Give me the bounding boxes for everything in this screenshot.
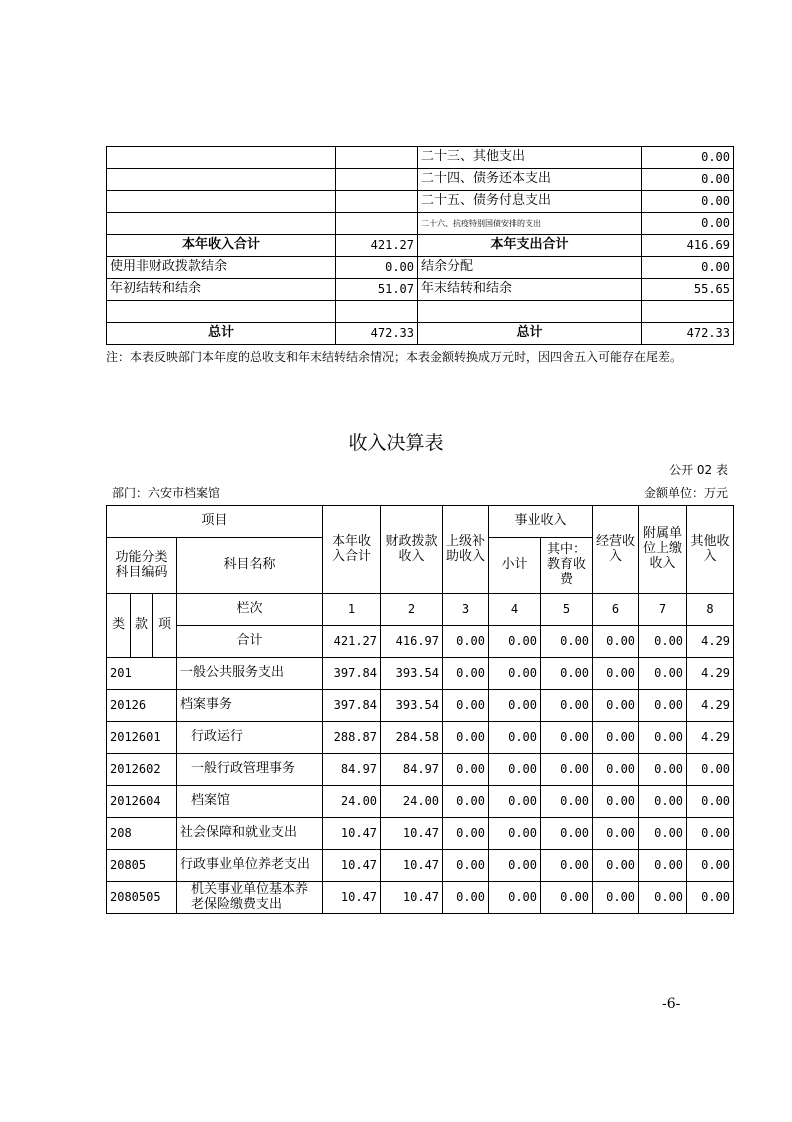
cell-value: 0.00 [443,690,489,722]
subject-code: 2012602 [107,754,177,786]
summary-in-value [336,147,418,169]
cell-value: 393.54 [381,690,443,722]
subject-name: 档案馆 [177,786,323,818]
summary-in-value [336,169,418,191]
summary-in-value [336,301,418,323]
summary-in-label: 本年收入合计 [107,235,336,257]
cell-value: 0.00 [489,754,541,786]
summary-out-value: 416.69 [642,235,734,257]
col-number: 3 [443,594,489,626]
summary-out-label: 年末结转和结余 [418,279,642,301]
summary-in-value: 421.27 [336,235,418,257]
header-superior: 上级补助收入 [443,506,489,594]
summary-out-label: 结余分配 [418,257,642,279]
cell-value: 0.00 [489,658,541,690]
total-value: 421.27 [323,626,381,658]
col-number: 1 [323,594,381,626]
cell-value: 0.00 [639,850,687,882]
subject-name: 一般公共服务支出 [177,658,323,690]
subject-code: 2012601 [107,722,177,754]
summary-in-label: 总计 [107,323,336,345]
cell-value: 10.47 [381,882,443,914]
cell-value: 288.87 [323,722,381,754]
summary-out-value [642,301,734,323]
header-kuan: 款 [131,594,153,658]
summary-row [107,301,734,323]
summary-row [107,169,734,191]
total-value: 0.00 [593,626,639,658]
cell-value: 0.00 [489,786,541,818]
summary-table [106,146,734,345]
cell-value: 4.29 [687,658,734,690]
cell-value: 0.00 [443,882,489,914]
cell-value: 0.00 [593,658,639,690]
summary-out-label: 二十四、债务还本支出 [418,169,642,191]
table-row [107,722,734,754]
header-lei: 类 [107,594,131,658]
cell-value: 4.29 [687,722,734,754]
summary-out-label: 二十六、抗疫特别国债安排的支出 [418,213,642,235]
subject-name: 行政运行 [177,722,323,754]
header-xiang: 项 [153,594,177,658]
cell-value: 0.00 [593,818,639,850]
summary-row [107,279,734,301]
summary-out-value: 0.00 [642,191,734,213]
cell-value: 0.00 [443,658,489,690]
summary-out-label: 总计 [418,323,642,345]
cell-value: 0.00 [443,754,489,786]
total-value: 0.00 [639,626,687,658]
subject-name: 社会保障和就业支出 [177,818,323,850]
total-value: 0.00 [489,626,541,658]
summary-out-value: 0.00 [642,257,734,279]
summary-out-label: 二十三、其他支出 [418,147,642,169]
table-row [107,850,734,882]
cell-value: 0.00 [639,882,687,914]
cell-value: 0.00 [443,850,489,882]
summary-row [107,257,734,279]
cell-value: 84.97 [323,754,381,786]
total-label: 合计 [177,626,323,658]
summary-out-value: 0.00 [642,169,734,191]
cell-value: 397.84 [323,690,381,722]
cell-value: 0.00 [541,818,593,850]
cell-value: 0.00 [489,850,541,882]
cell-value: 0.00 [541,722,593,754]
summary-in-value [336,213,418,235]
department-label: 部门：六安市档案馆 [112,486,221,500]
cell-value: 0.00 [541,850,593,882]
summary-in-label [107,213,336,235]
page-number: -6- [662,996,681,1012]
cell-value: 0.00 [639,786,687,818]
col-number: 8 [687,594,734,626]
cell-value: 10.47 [323,818,381,850]
subject-name: 档案事务 [177,690,323,722]
header-subject-name: 科目名称 [177,538,323,594]
cell-value: 0.00 [687,754,734,786]
cell-value: 0.00 [489,690,541,722]
header-lanci: 栏次 [177,594,323,626]
cell-value: 84.97 [381,754,443,786]
summary-out-value: 0.00 [642,147,734,169]
summary-in-label [107,191,336,213]
header-operating: 经营收入 [593,506,639,594]
page-title: 收入决算表 [348,432,444,454]
table-row [107,690,734,722]
cell-value: 0.00 [593,722,639,754]
cell-value: 393.54 [381,658,443,690]
cell-value: 0.00 [489,722,541,754]
header-business: 事业收入 [489,506,593,538]
table-row [107,658,734,690]
header-subtotal: 小计 [489,538,541,594]
summary-in-value: 472.33 [336,323,418,345]
col-number: 4 [489,594,541,626]
subject-code: 201 [107,658,177,690]
cell-value: 0.00 [639,818,687,850]
summary-out-value: 472.33 [642,323,734,345]
table-row [107,754,734,786]
cell-value: 0.00 [489,818,541,850]
cell-value: 0.00 [593,850,639,882]
total-value: 0.00 [443,626,489,658]
cell-value: 0.00 [687,818,734,850]
income-table [106,505,734,914]
table-row [107,818,734,850]
cell-value: 284.58 [381,722,443,754]
summary-in-value: 0.00 [336,257,418,279]
cell-value: 24.00 [381,786,443,818]
header-edu: 其中：教育收费 [541,538,593,594]
summary-out-label [418,301,642,323]
cell-value: 0.00 [639,690,687,722]
cell-value: 397.84 [323,658,381,690]
subject-code: 2012604 [107,786,177,818]
subject-code: 20126 [107,690,177,722]
cell-value: 0.00 [443,818,489,850]
summary-in-value: 51.07 [336,279,418,301]
cell-value: 0.00 [443,722,489,754]
cell-value: 0.00 [593,754,639,786]
summary-row [107,213,734,235]
total-value: 4.29 [687,626,734,658]
subject-code: 208 [107,818,177,850]
subject-code: 2080505 [107,882,177,914]
cell-value: 0.00 [541,882,593,914]
header-fiscal: 财政拨款收入 [381,506,443,594]
cell-value: 10.47 [381,850,443,882]
cell-value: 0.00 [593,690,639,722]
header-other: 其他收入 [687,506,734,594]
cell-value: 0.00 [687,882,734,914]
summary-out-value: 0.00 [642,213,734,235]
cell-value: 0.00 [541,786,593,818]
cell-value: 4.29 [687,690,734,722]
table-row [107,786,734,818]
header-total-income: 本年收入合计 [323,506,381,594]
total-value: 416.97 [381,626,443,658]
summary-row [107,235,734,257]
summary-row [107,323,734,345]
cell-value: 0.00 [639,722,687,754]
summary-out-label: 二十五、债务付息支出 [418,191,642,213]
summary-row [107,191,734,213]
cell-value: 0.00 [639,658,687,690]
col-number: 6 [593,594,639,626]
cell-value: 10.47 [323,850,381,882]
cell-value: 0.00 [489,882,541,914]
summary-in-label: 年初结转和结余 [107,279,336,301]
cell-value: 0.00 [541,690,593,722]
cell-value: 0.00 [541,754,593,786]
unit-label: 金额单位：万元 [643,486,728,500]
col-number: 2 [381,594,443,626]
subject-name: 机关事业单位基本养老保险缴费支出 [177,882,323,914]
cell-value: 0.00 [593,786,639,818]
summary-out-value: 55.65 [642,279,734,301]
cell-value: 0.00 [687,786,734,818]
cell-value: 0.00 [639,754,687,786]
summary-row [107,147,734,169]
summary-in-label: 使用非财政拨款结余 [107,257,336,279]
col-number: 7 [639,594,687,626]
header-project: 项目 [107,506,323,538]
cell-value: 0.00 [593,882,639,914]
summary-in-label [107,301,336,323]
cell-value: 0.00 [541,658,593,690]
summary-out-label: 本年支出合计 [418,235,642,257]
header-func-code: 功能分类科目编码 [107,538,177,594]
table-row [107,882,734,914]
col-number: 5 [541,594,593,626]
subject-code: 20805 [107,850,177,882]
header-affiliated: 附属单位上缴收入 [639,506,687,594]
cell-value: 24.00 [323,786,381,818]
cell-value: 0.00 [687,850,734,882]
cell-value: 10.47 [323,882,381,914]
subject-name: 一般行政管理事务 [177,754,323,786]
summary-in-label [107,169,336,191]
summary-in-label [107,147,336,169]
form-number: 公开 02 表 [669,463,728,477]
total-value: 0.00 [541,626,593,658]
subject-name: 行政事业单位养老支出 [177,850,323,882]
cell-value: 10.47 [381,818,443,850]
table-note: 注：本表反映部门本年度的总收支和年末结转结余情况；本表金额转换成万元时，因四舍五入可能存在尾差。 [106,350,683,364]
cell-value: 0.00 [443,786,489,818]
summary-in-value [336,191,418,213]
